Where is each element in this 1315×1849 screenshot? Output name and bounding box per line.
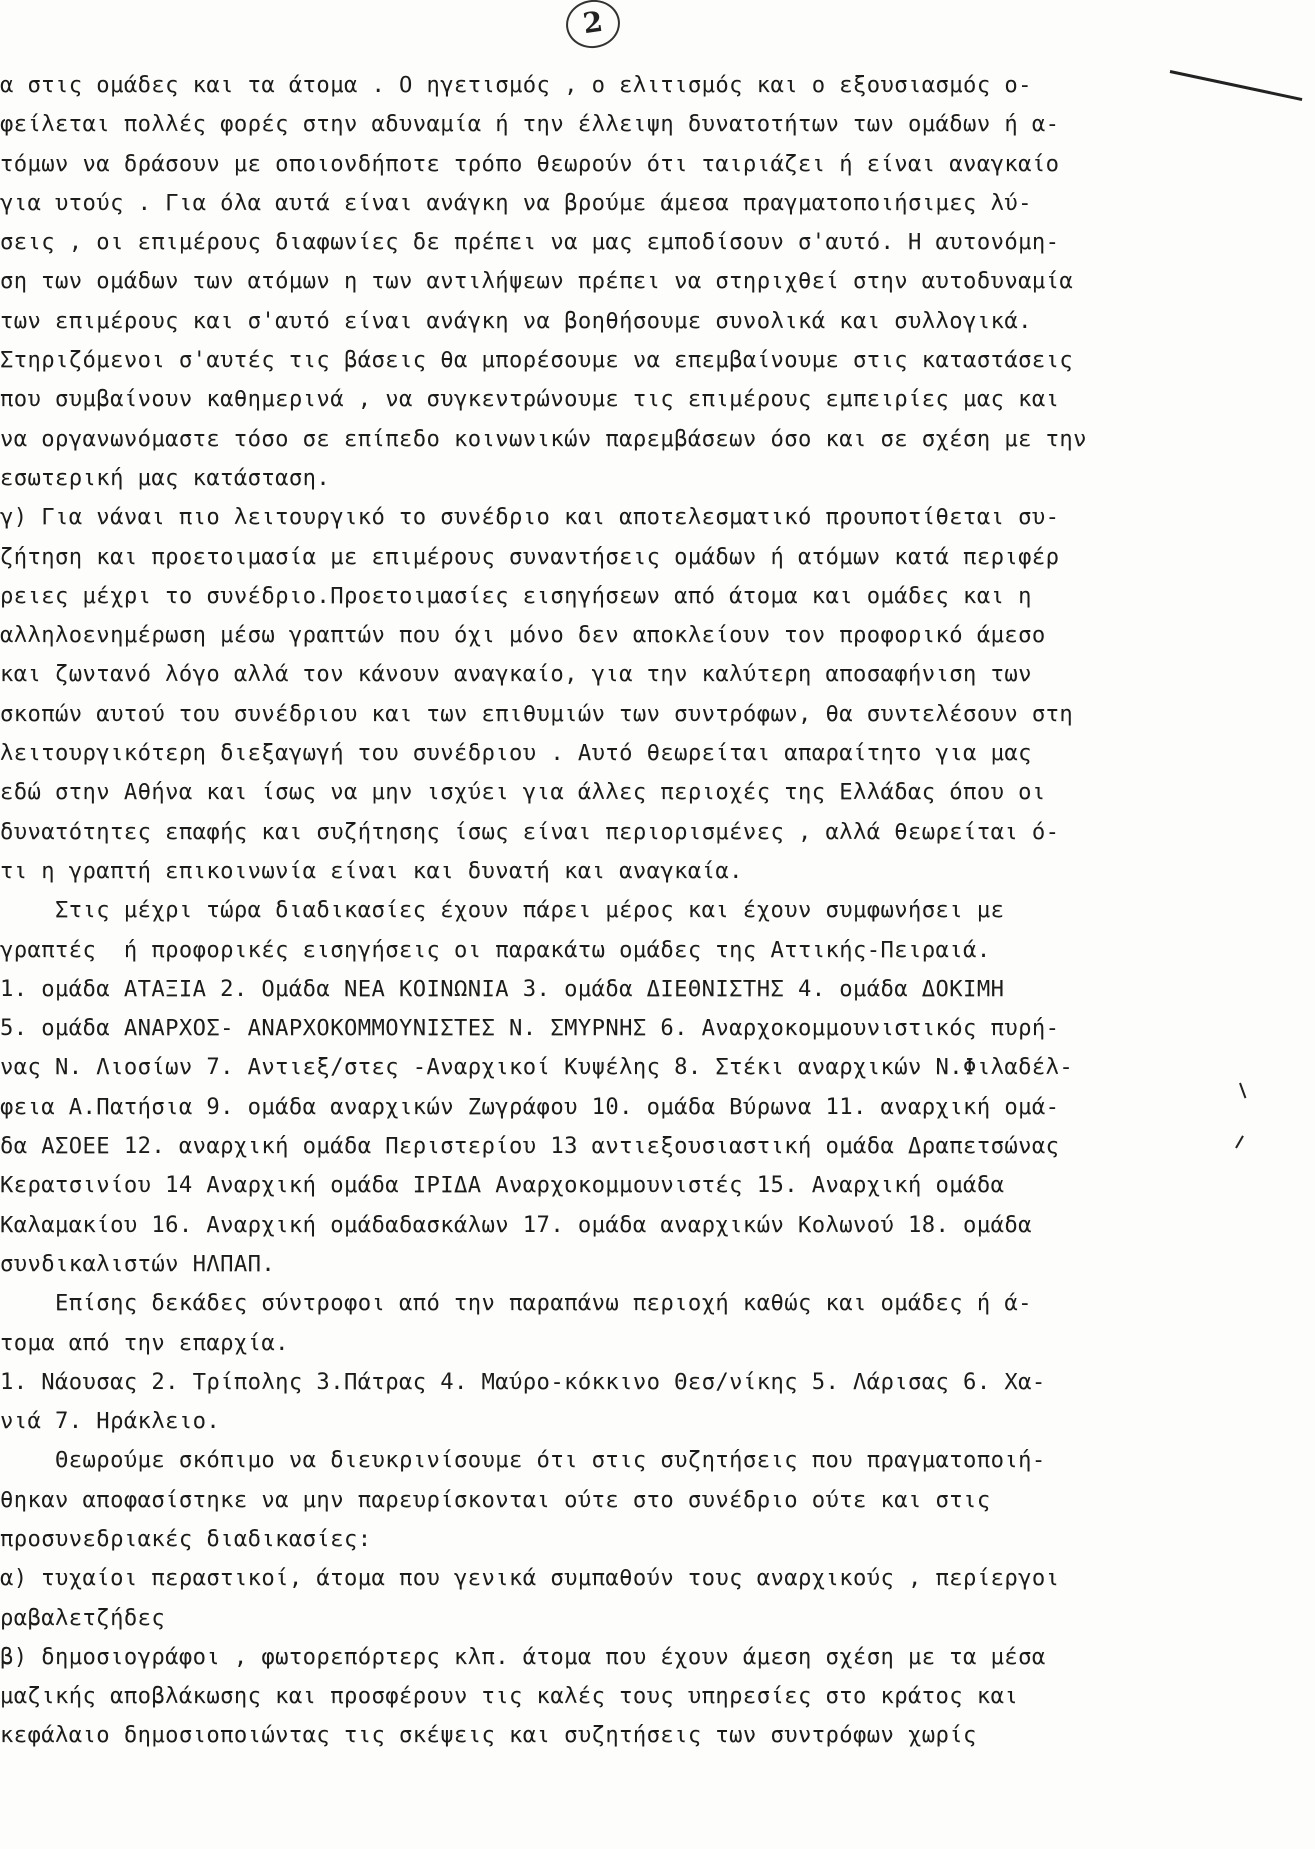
- text-line: Στις μέχρι τώρα διαδικασίες έχουν πάρει μέρος και έχουν συμφωνήσει με: [0, 897, 1005, 924]
- text-line: θηκαν αποφασίστηκε να μην παρευρίσκονται ούτε στο συνέδριο ούτε και στις: [0, 1486, 991, 1513]
- text-line: α στις ομάδες και τα άτομα . Ο ηγετισμός , ο ελιτισμός και ο εξουσιασμός ο-: [0, 72, 1032, 98]
- text-line: σεις , οι επιμέρους διαφωνίες δε πρέπει να μας εμποδίσουν σ'αυτό. Η αυτονόμη-: [0, 229, 1060, 256]
- text-line: φεια Α.Πατήσια 9. ομάδα αναρχικών Ζωγράφου 10. ομάδα Βύρωνα 11. αναρχική ομά-: [0, 1093, 1060, 1120]
- text-line: για υτούς . Για όλα αυτά είναι ανάγκη να βρούμε άμεσα πραγματοποιήσιμες λύ-: [0, 189, 1032, 216]
- text-line: τι η γραπτή επικοινωνία είναι και δυνατή και αναγκαία.: [0, 857, 743, 884]
- text-line: να οργανωνόμαστε τόσο σε επίπεδο κοινωνικών παρεμβάσεων όσο και σε σχέση με την: [0, 425, 1087, 452]
- typewritten-text-body: [0, 66, 1235, 1756]
- text-line: μαζικής αποβλάκωσης και προσφέρουν τις καλές τους υπηρεσίες στο κράτος και: [0, 1683, 1019, 1710]
- text-line: ζήτηση και προετοιμασία με επιμέρους συναντήσεις ομάδων ή ατόμων κατά περιφέρ: [0, 543, 1060, 570]
- text-line: Επίσης δεκάδες σύντροφοι από την παραπάνω περιοχή καθώς και ομάδες ή ά-: [0, 1290, 1032, 1317]
- text-line: εσωτερική μας κατάσταση.: [0, 464, 331, 491]
- text-line: γραπτές ή προφορικές εισηγήσεις οι παρακάτω ομάδες της Αττικής-Πειραιά.: [0, 936, 991, 963]
- text-line: α) τυχαίοι περαστικοί, άτομα που γενικά συμπαθούν τους αναρχικούς , περίεργοι: [0, 1565, 1060, 1592]
- text-line: κεφάλαιο δημοσιοποιώντας τις σκέψεις και συζητήσεις των συντρόφων χωρίς: [0, 1722, 977, 1749]
- text-line: συνδικαλιστών ΗΛΠΑΠ.: [0, 1250, 276, 1277]
- text-line: δα ΑΣΟΕΕ 12. αναρχική ομάδα Περιστερίου 13 αντιεξουσιαστική ομάδα Δραπετσώνας: [0, 1133, 1060, 1160]
- text-line: λειτουργικότερη διεξαγωγή του συνέδριου . Αυτό θεωρείται απαραίτητο για μας: [0, 740, 1032, 767]
- text-line: 1. ομάδα ΑΤΑΞΙΑ 2. Ομάδα ΝΕΑ ΚΟΙΝΩΝΙΑ 3. ομάδα ΔΙΕΘΝΙΣΤΗΣ 4. ομάδα ΔΟΚΙΜΗ: [0, 975, 1005, 1002]
- text-line: τομα από την επαρχία.: [0, 1329, 289, 1356]
- text-line: των επιμέρους και σ'αυτό είναι ανάγκη να βοηθήσουμε συνολικά και συλλογικά.: [0, 307, 1032, 334]
- text-line: τόμων να δράσουν με οποιονδήποτε τρόπο θεωρούν ότι ταιριάζει ή είναι αναγκαίο: [0, 150, 1060, 177]
- page-number: 2: [563, 0, 623, 52]
- text-line: φείλεται πολλές φορές στην αδυναμία ή την έλλειψη δυνατοτήτων των ομάδων ή α-: [0, 111, 1060, 138]
- text-line: και ζωντανό λόγο αλλά τον κάνουν αναγκαίο, για την καλύτερη αποσαφήνιση των: [0, 661, 1032, 688]
- text-line: ρειες μέχρι το συνέδριο.Προετοιμασίες εισηγήσεων από άτομα και ομάδες και η: [0, 582, 1032, 609]
- text-line: Καλαμακίου 16. Αναρχική ομάδαδασκάλων 17. ομάδα αναρχικών Κολωνού 18. ομάδα: [0, 1211, 1032, 1238]
- text-line: ση των ομάδων των ατόμων η των αντιλήψεων πρέπει να στηριχθεί στην αυτοδυναμία: [0, 268, 1074, 295]
- text-line: γ) Για νάναι πιο λειτουργικό το συνέδριο και αποτελεσματικό προυποτίθεται συ-: [0, 504, 1060, 531]
- text-line: β) δημοσιογράφοι , φωτορεπόρτερς κλπ. άτομα που έχουν άμεση σχέση με τα μέσα: [0, 1643, 1046, 1670]
- text-line: προσυνεδριακές διαδικασίες:: [0, 1525, 372, 1552]
- text-line: νας Ν. Λιοσίων 7. Αντιεξ/στες -Αναρχικοί Κυψέλης 8. Στέκι αναρχικών Ν.Φιλαδέλ-: [0, 1054, 1074, 1081]
- scan-tick-mark: [1239, 1083, 1246, 1099]
- text-line: 1. Νάουσας 2. Τρίπολης 3.Πάτρας 4. Μαύρο-κόκκινο Θεσ/νίκης 5. Λάρισας 6. Χα-: [0, 1368, 1046, 1395]
- text-line: Κερατσινίου 14 Αναρχική ομάδα ΙΡΙΔΑ Αναρχοκομμουνιστές 15. Αναρχική ομάδα: [0, 1172, 1005, 1199]
- text-line: που συμβαίνουν καθημερινά , να συγκεντρώνουμε τις επιμέρους εμπειρίες μας και: [0, 386, 1060, 413]
- text-line: Στηριζόμενοι σ'αυτές τις βάσεις θα μπορέσουμε να επεμβαίνουμε στις καταστάσεις: [0, 347, 1074, 374]
- text-line: δυνατότητες επαφής και συζήτησης ίσως είναι περιορισμένες , αλλά θεωρείται ό-: [0, 818, 1060, 845]
- text-line: σκοπών αυτού του συνέδριου και των επιθυμιών των συντρόφων, θα συντελέσουν στη: [0, 700, 1074, 727]
- text-line: νιά 7. Ηράκλειο.: [0, 1408, 221, 1435]
- text-line: ραβαλετζήδες: [0, 1604, 166, 1631]
- scan-tick-mark: [1235, 1135, 1244, 1148]
- text-line: Θεωρούμε σκόπιμο να διευκρινίσουμε ότι στις συζητήσεις που πραγματοποιή-: [0, 1447, 1046, 1474]
- text-line: 5. ομάδα ΑΝΑΡΧΟΣ- ΑΝΑΡΧΟΚΟΜΜΟΥΝΙΣΤΕΣ Ν. ΣΜΥΡΝΗΣ 6. Αναρχοκομμουνιστικός πυρή-: [0, 1015, 1060, 1042]
- text-line: αλληλοενημέρωση μέσω γραπτών που όχι μόνο δεν αποκλείουν τον προφορικό άμεσο: [0, 622, 1046, 649]
- text-line: εδώ στην Αθήνα και ίσως να μην ισχύει για άλλες περιοχές της Ελλάδας όπου οι: [0, 779, 1046, 806]
